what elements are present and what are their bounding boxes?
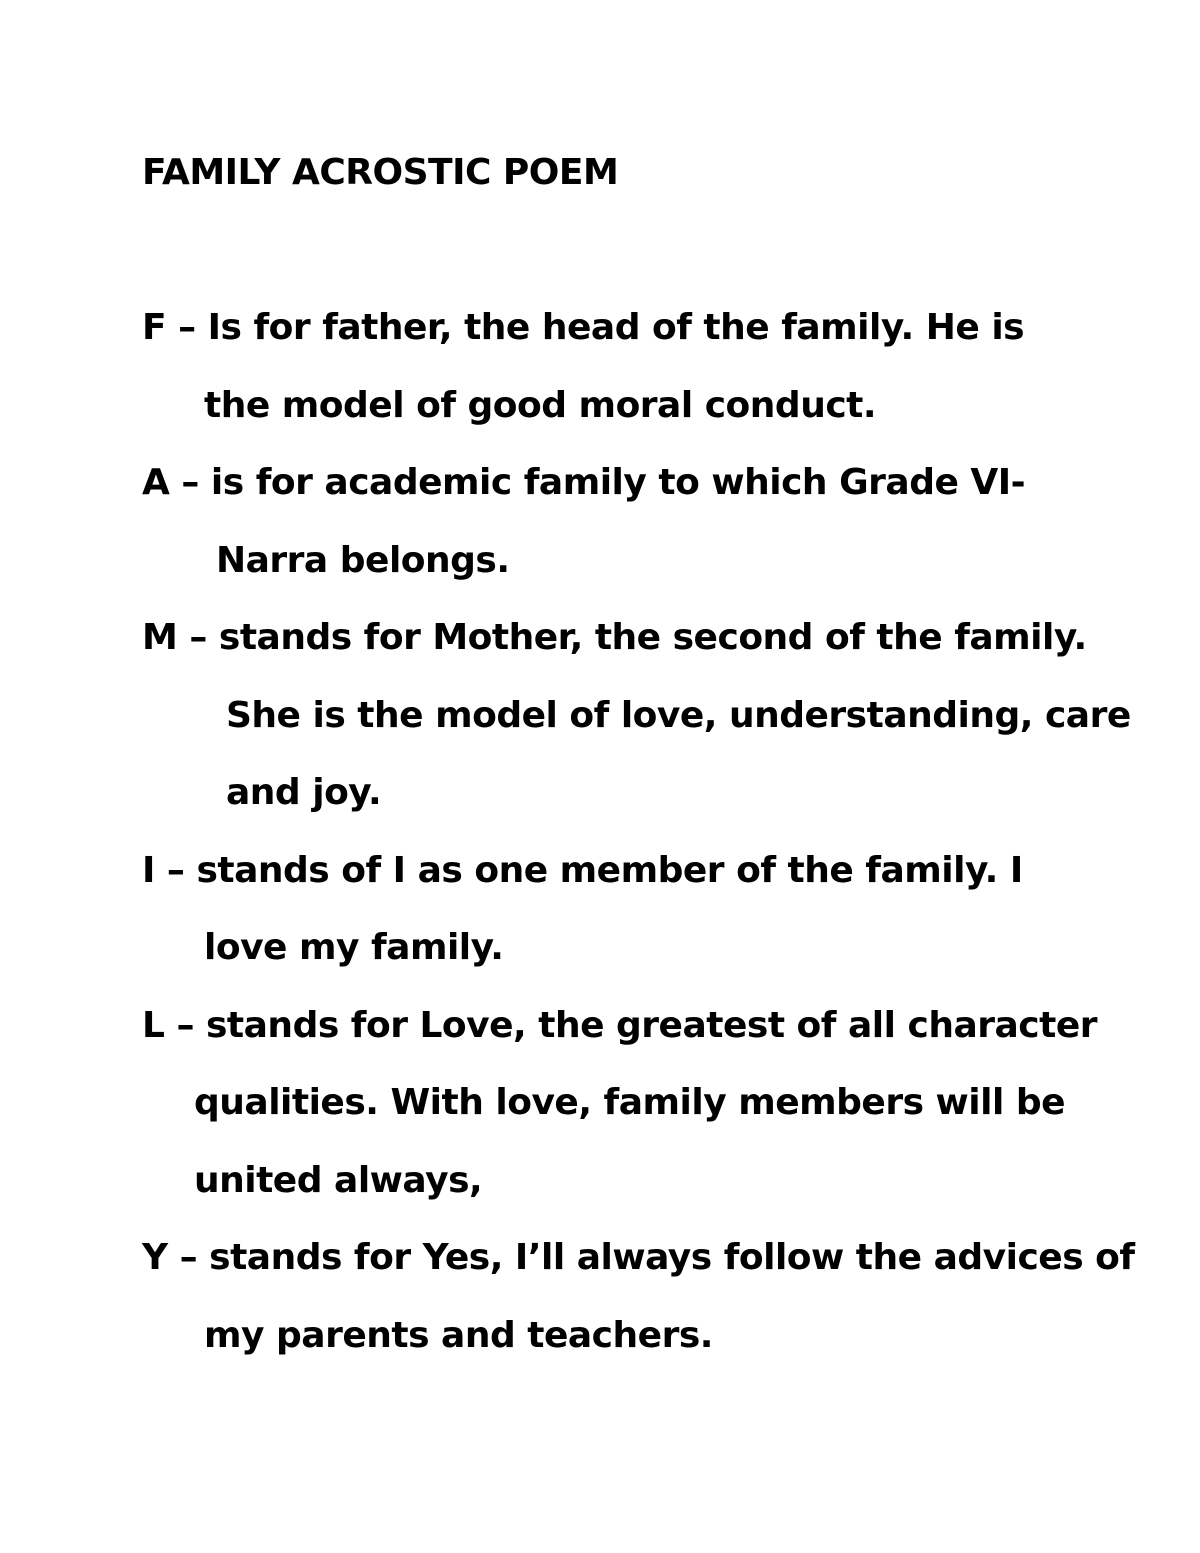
stanza-l-line-3: united always, — [194, 1160, 483, 1201]
stanza-y-line-2: my parents and teachers. — [204, 1315, 713, 1356]
stanza-l-line-1: L – stands for Love, the greatest of all character — [142, 1005, 1098, 1046]
stanza-a-line-2: Narra belongs. — [216, 540, 510, 581]
stanza-m-line-1: M – stands for Mother, the second of the family. — [142, 617, 1087, 658]
poem-title: FAMILY ACROSTIC POEM — [142, 152, 619, 193]
stanza-a-line-1: A – is for academic family to which Grade VI- — [142, 462, 1026, 503]
stanza-i-line-1: I – stands of I as one member of the family. I — [142, 850, 1023, 891]
stanza-f-line-1: F – Is for father, the head of the family. He is — [142, 307, 1025, 348]
stanza-m-line-2: She is the model of love, understanding, care — [226, 695, 1131, 736]
stanza-f-line-2: the model of good moral conduct. — [204, 385, 877, 426]
stanza-i-line-2: love my family. — [204, 927, 504, 968]
stanza-y-line-1: Y – stands for Yes, I’ll always follow the advices of — [142, 1237, 1135, 1278]
stanza-m-line-3: and joy. — [226, 772, 382, 813]
stanza-l-line-2: qualities. With love, family members will be — [194, 1082, 1066, 1123]
